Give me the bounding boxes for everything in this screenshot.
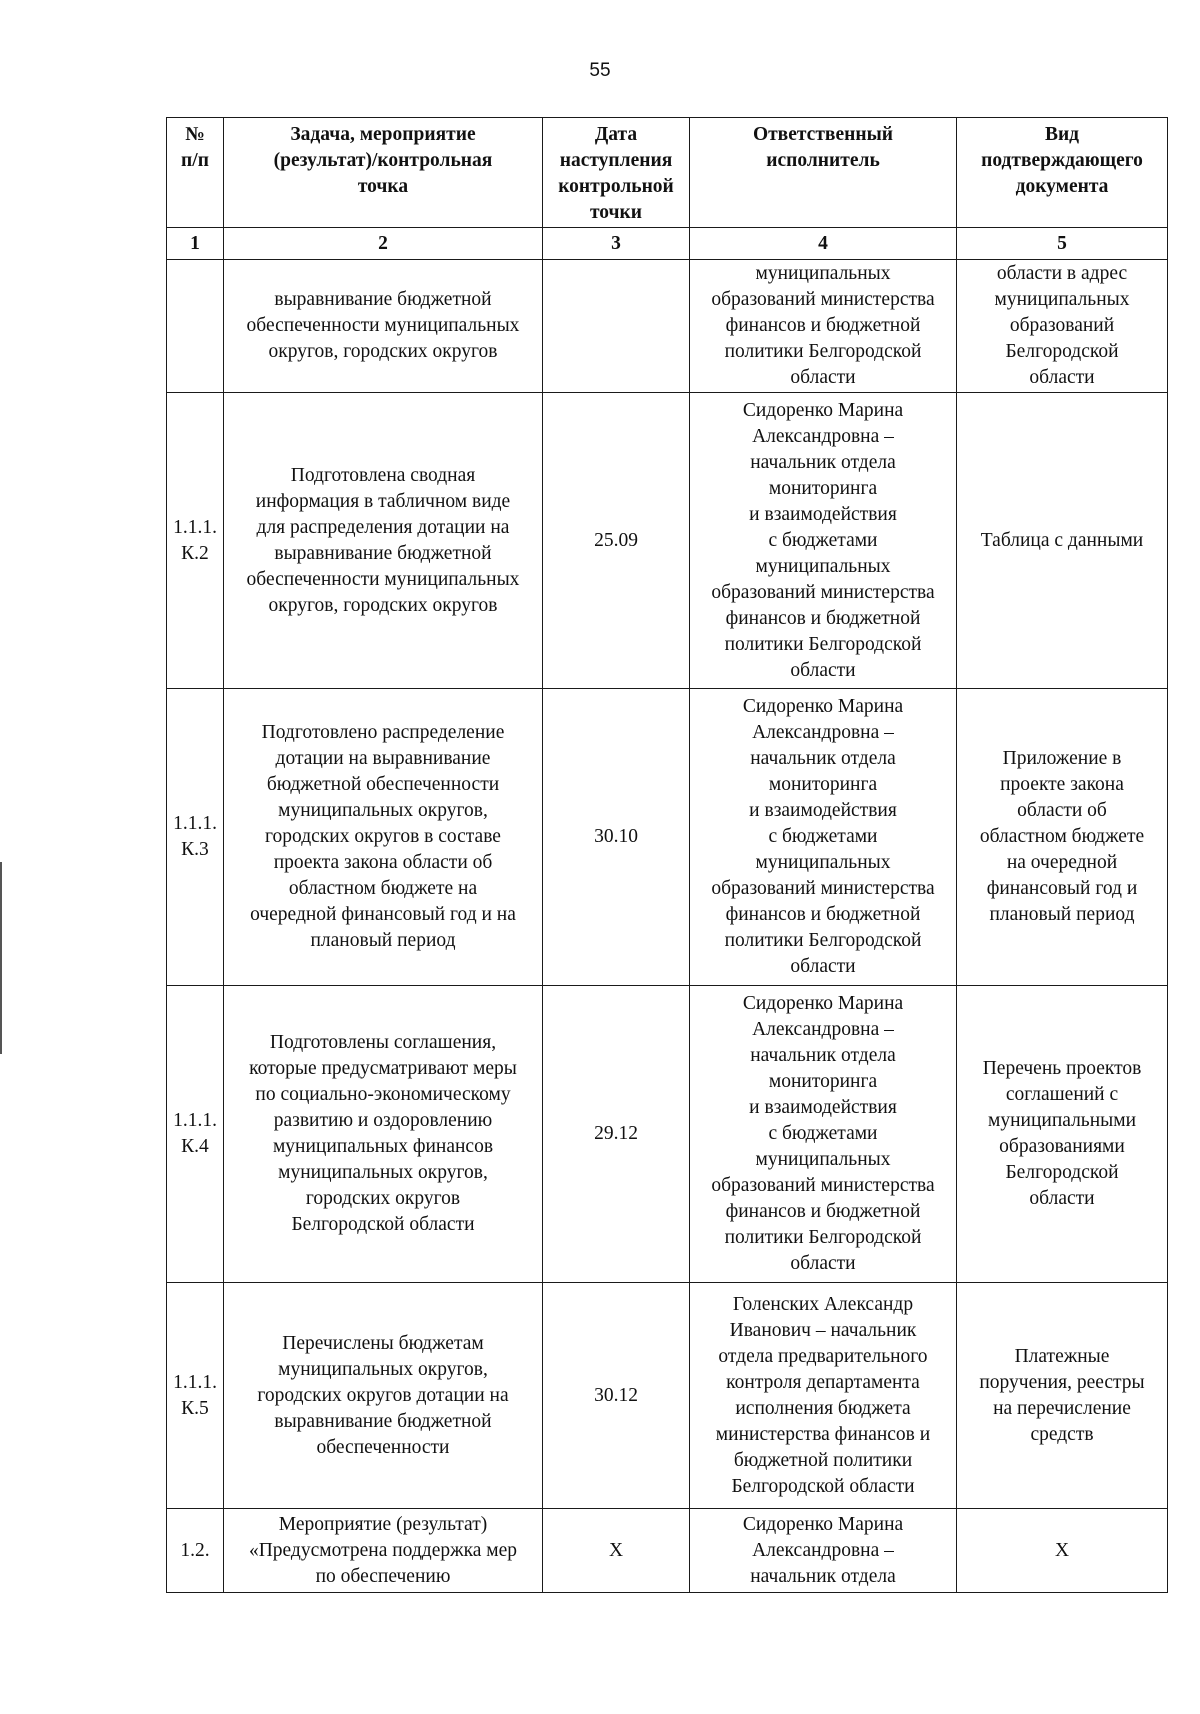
row-number: 1.1.1. К.5 — [167, 1283, 224, 1509]
row-number: 1.1.1. К.2 — [167, 393, 224, 689]
column-index: 1 — [167, 228, 224, 260]
row-task: Перечислены бюджетам муниципальных округов, городских округов дотации на выравнивание бюджетной обеспеченности — [224, 1283, 543, 1509]
row-number: 1.2. — [167, 1509, 224, 1593]
row-document: Х — [957, 1509, 1168, 1593]
table-row — [167, 393, 1168, 689]
row-number: 1.1.1. К.3 — [167, 689, 224, 986]
table-row — [167, 1509, 1168, 1593]
row-date: Х — [543, 1509, 690, 1593]
header-task: Задача, мероприятие (результат)/контрольная точка — [224, 118, 543, 228]
row-task: выравнивание бюджетной обеспеченности муниципальных округов, городских округов — [224, 260, 543, 393]
row-responsible: Голенских Александр Иванович – начальник отдела предварительного контроля департамента исполнения бюджета министерства финансов и бюджетной политики Белгородской области — [690, 1283, 957, 1509]
row-responsible: Сидоренко Марина Александровна – начальник отдела мониторинга и взаимодействия с бюджетами муниципальных образований министерства финансов и бюджетной политики Белгородской области — [690, 393, 957, 689]
row-responsible: Сидоренко Марина Александровна – начальник отдела — [690, 1509, 957, 1593]
row-responsible: Сидоренко Марина Александровна – начальник отдела мониторинга и взаимодействия с бюджетами муниципальных образований министерства финансов и бюджетной политики Белгородской области — [690, 689, 957, 986]
row-date: 29.12 — [543, 986, 690, 1283]
column-index: 5 — [957, 228, 1168, 260]
page-number: 55 — [589, 60, 611, 81]
column-index: 3 — [543, 228, 690, 260]
row-task: Подготовлена сводная информация в табличном виде для распределения дотации на выравнивание бюджетной обеспеченности муниципальных округов, городских округов — [224, 393, 543, 689]
table-row — [167, 260, 1168, 393]
column-index: 4 — [690, 228, 957, 260]
row-date: 25.09 — [543, 393, 690, 689]
column-index-row — [167, 228, 1168, 260]
table-row — [167, 986, 1168, 1283]
row-date: 30.12 — [543, 1283, 690, 1509]
row-date: 30.10 — [543, 689, 690, 986]
row-document: области в адрес муниципальных образований Белгородской области — [957, 260, 1168, 393]
row-document: Платежные поручения, реестры на перечисление средств — [957, 1283, 1168, 1509]
row-task: Мероприятие (результат) «Предусмотрена поддержка мер по обеспечению — [224, 1509, 543, 1593]
header-document: Вид подтверждающего документа — [957, 118, 1168, 228]
table-row — [167, 1283, 1168, 1509]
row-task: Подготовлены соглашения, которые предусматривают меры по социально-экономическому развитию и оздоровлению муниципальных финансов муниципальных округов, городских округов Белгородской области — [224, 986, 543, 1283]
header-number: № п/п — [167, 118, 224, 228]
table-row — [167, 689, 1168, 986]
column-index: 2 — [224, 228, 543, 260]
scan-edge-mark — [0, 862, 2, 1054]
row-document: Таблица с данными — [957, 393, 1168, 689]
row-date — [543, 260, 690, 393]
row-responsible: Сидоренко Марина Александровна – начальник отдела мониторинга и взаимодействия с бюджетами муниципальных образований министерства финансов и бюджетной политики Белгородской области — [690, 986, 957, 1283]
row-number — [167, 260, 224, 393]
header-date: Дата наступления контрольной точки — [543, 118, 690, 228]
table-header-row — [167, 118, 1168, 228]
row-document: Перечень проектов соглашений с муниципальными образованиями Белгородской области — [957, 986, 1168, 1283]
row-number: 1.1.1. К.4 — [167, 986, 224, 1283]
row-document: Приложение в проекте закона области об областном бюджете на очередной финансовый год и плановый период — [957, 689, 1168, 986]
row-responsible: муниципальных образований министерства финансов и бюджетной политики Белгородской области — [690, 260, 957, 393]
header-responsible: Ответственный исполнитель — [690, 118, 957, 228]
control-points-table — [166, 117, 1168, 1593]
row-task: Подготовлено распределение дотации на выравнивание бюджетной обеспеченности муниципальных округов, городских округов в составе проекта закона области об областном бюджете на очередной финансовый год и на плановый период — [224, 689, 543, 986]
